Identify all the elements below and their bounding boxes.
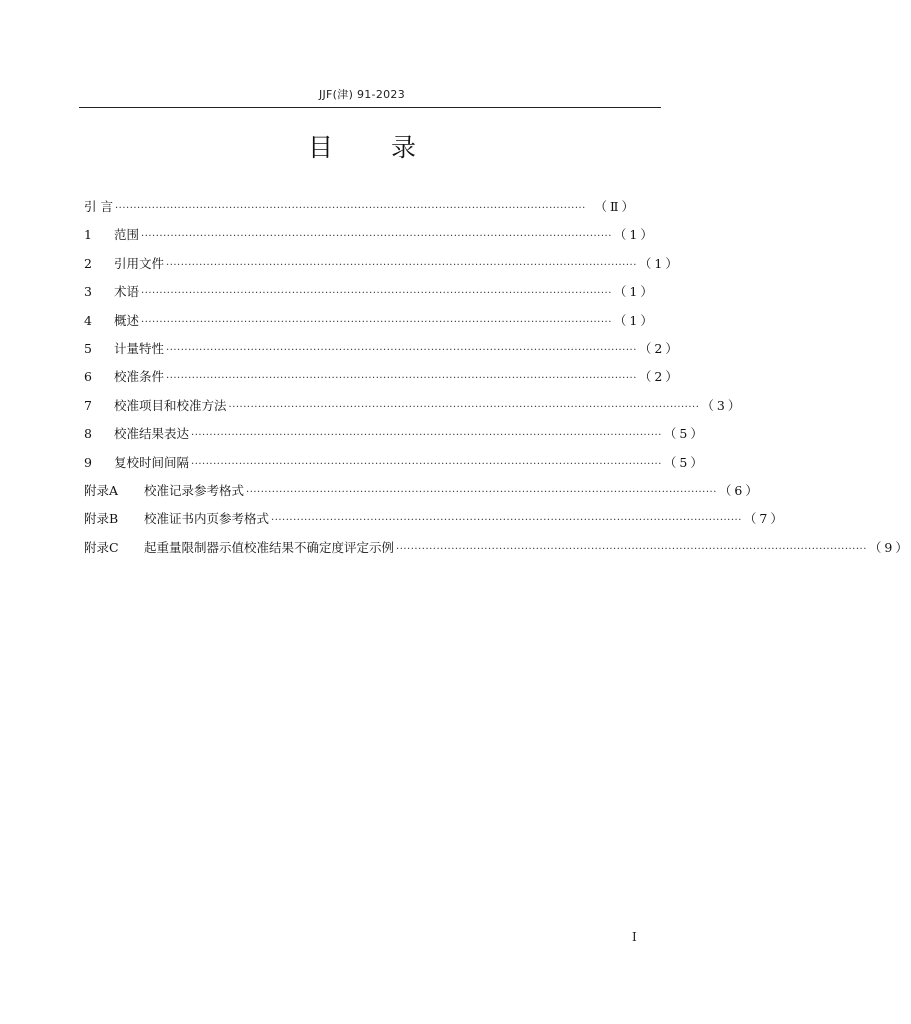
toc-entry-appendix-b[interactable]: [84, 510, 786, 538]
toc-entry-page: （5）: [663, 454, 706, 470]
toc-entry-number: 引 言: [84, 199, 113, 214]
toc-entry-page: （1）: [613, 284, 656, 300]
toc-leader-dots: ································································································································: [141, 231, 612, 243]
header-rule: [79, 107, 661, 108]
toc-entry-title: 校准记录参考格式: [144, 482, 245, 498]
toc-entry-page: （3）: [701, 397, 744, 413]
toc-leader-dots: ································································································································: [271, 515, 742, 527]
toc-entry-appendix-a[interactable]: [84, 482, 761, 510]
title-char-2: 录: [391, 133, 417, 162]
toc-entry-page: （5）: [663, 426, 706, 442]
toc-entry-page: （6）: [718, 482, 761, 498]
table-of-contents: [84, 198, 911, 567]
toc-entry-9[interactable]: [84, 454, 706, 482]
toc-entry-number: 1: [84, 227, 92, 243]
toc-entry-page: （2）: [638, 340, 681, 356]
toc-entry-number: 附录A: [84, 482, 119, 498]
toc-entry-page: （1）: [613, 312, 656, 328]
toc-entry-title: 概述: [114, 312, 140, 328]
toc-entry-8[interactable]: [84, 425, 706, 453]
toc-entry-number: 8: [84, 426, 92, 442]
toc-entry-number: 附录B: [84, 511, 119, 527]
toc-entry-title: 校准证书内页参考格式: [144, 511, 270, 527]
toc-entry-page: （1）: [613, 227, 656, 243]
page-title: [0, 128, 724, 164]
toc-leader-dots: ································································································································: [396, 543, 867, 555]
toc-entry-page: （Ⅱ）: [594, 199, 637, 214]
toc-leader-dots: ································································································································: [191, 458, 662, 470]
toc-entry-page: （7）: [743, 511, 786, 527]
toc-leader-dots: ································································································································: [114, 203, 586, 214]
toc-leader-dots: ································································································································: [166, 344, 637, 356]
toc-entry-2[interactable]: [84, 255, 681, 283]
toc-entry-page: （2）: [638, 369, 681, 385]
toc-entry-4[interactable]: [84, 312, 656, 340]
title-char-1: 目: [307, 133, 333, 162]
toc-entry-number: 9: [84, 454, 92, 470]
toc-entry-title: 引用文件: [114, 255, 165, 271]
toc-entry-title: 校准条件: [114, 369, 165, 385]
toc-entry-7[interactable]: [84, 397, 744, 425]
toc-entry-title: 范围: [114, 227, 140, 243]
toc-entry-title: 术语: [114, 284, 140, 300]
toc-entry-3[interactable]: [84, 283, 656, 311]
toc-entry-6[interactable]: [84, 368, 681, 396]
document-code: JJF(津) 91-2023: [318, 88, 406, 101]
toc-entry-number: 附录C: [84, 539, 119, 555]
toc-leader-dots: ································································································································: [141, 316, 612, 328]
toc-leader-dots: ································································································································: [246, 486, 717, 498]
toc-entry-appendix-c[interactable]: [84, 539, 911, 567]
toc-leader-dots: ································································································································: [166, 373, 637, 385]
toc-leader-dots: ································································································································: [141, 288, 612, 300]
toc-entry-number: 4: [84, 312, 92, 328]
toc-leader-dots: ································································································································: [228, 401, 700, 413]
toc-entry-foreword[interactable]: [84, 198, 637, 226]
page-number: Ⅰ: [632, 930, 637, 944]
toc-entry-title: 复校时间间隔: [114, 454, 190, 470]
toc-entry-title: 校准项目和校准方法: [114, 397, 227, 413]
toc-entry-title: 起重量限制器示值校准结果不确定度评定示例: [144, 539, 395, 555]
toc-entry-title: 计量特性: [114, 340, 165, 356]
toc-leader-dots: ································································································································: [191, 430, 662, 442]
toc-entry-page: （9）: [868, 539, 911, 555]
toc-entry-number: 2: [84, 255, 92, 271]
toc-entry-1[interactable]: [84, 226, 656, 254]
toc-entry-number: 7: [84, 397, 92, 413]
toc-entry-number: 6: [84, 369, 92, 385]
toc-leader-dots: ································································································································: [166, 259, 637, 271]
toc-entry-number: 3: [84, 284, 92, 300]
toc-entry-page: （1）: [638, 255, 681, 271]
toc-entry-5[interactable]: [84, 340, 681, 368]
toc-entry-number: 5: [84, 340, 92, 356]
toc-entry-title: 校准结果表达: [114, 426, 190, 442]
